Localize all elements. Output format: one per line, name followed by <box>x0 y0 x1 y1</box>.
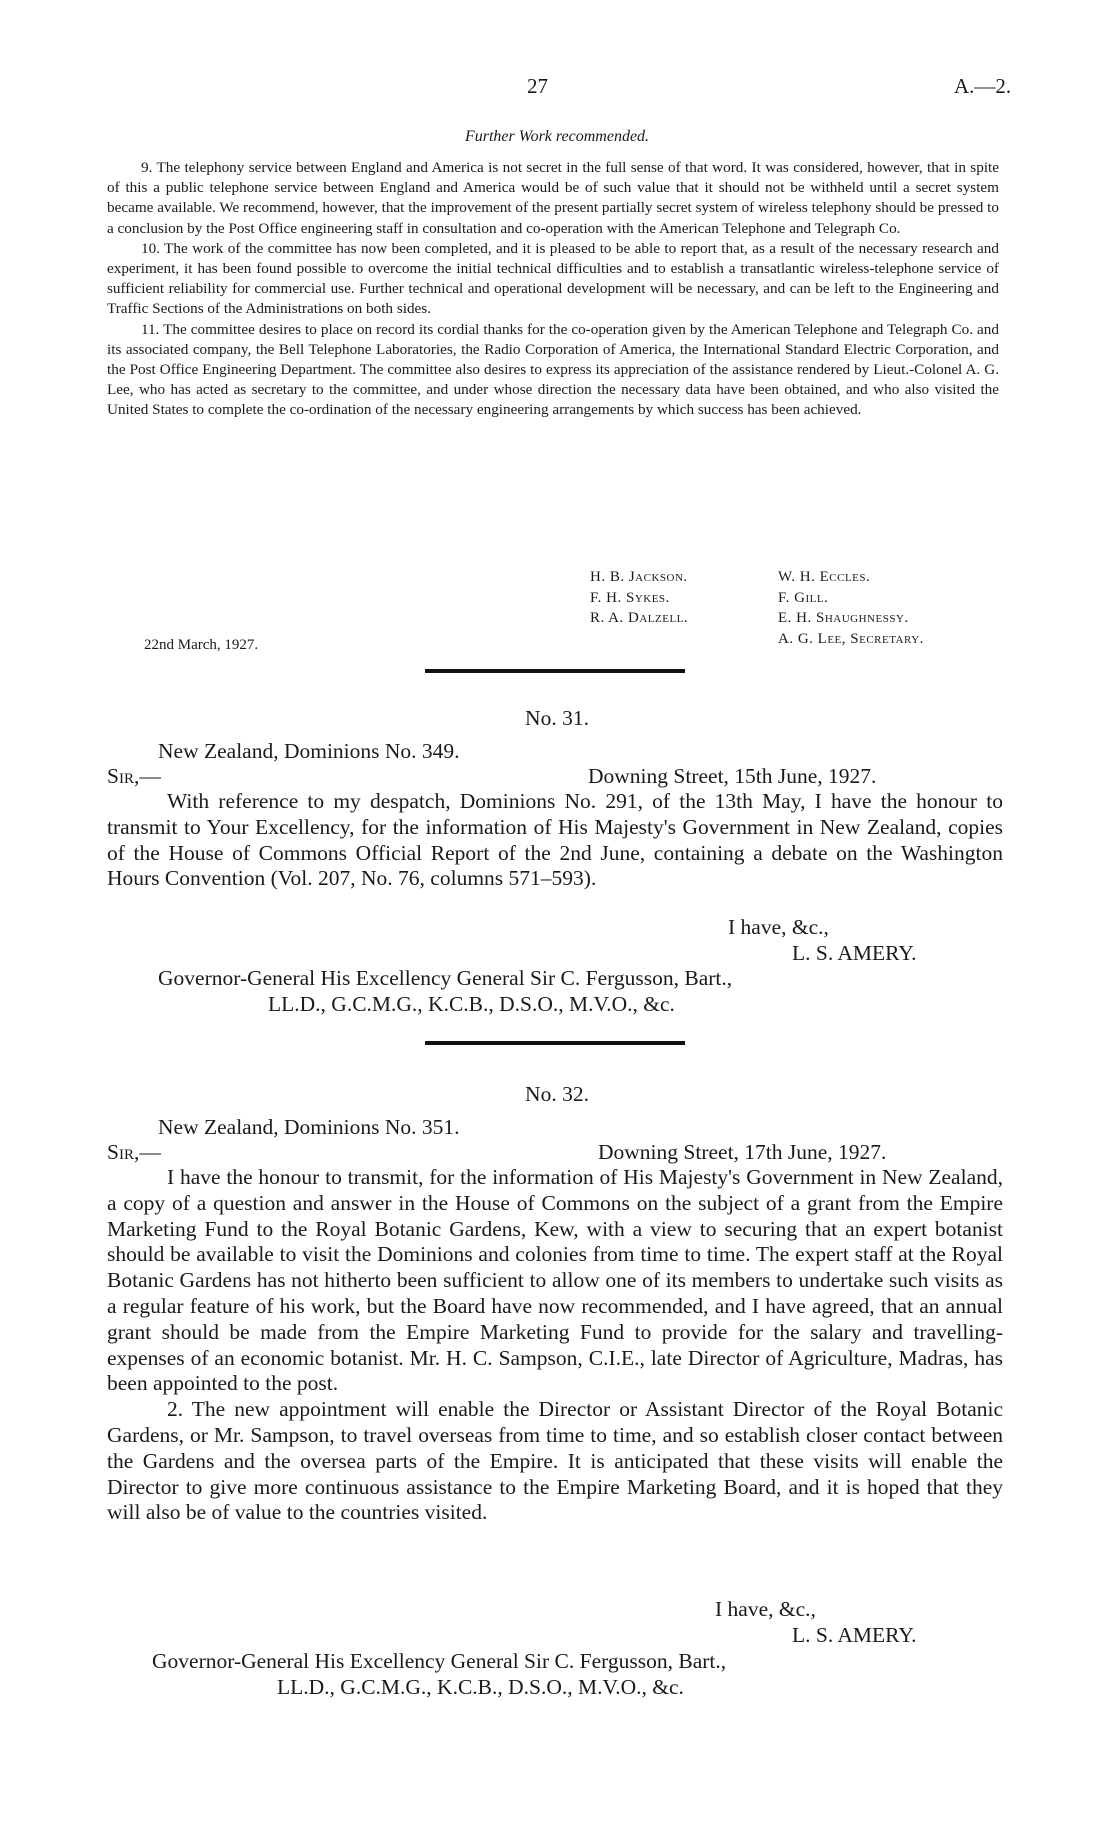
section-divider <box>425 669 685 673</box>
signatory: R. A. Dalzell. <box>590 610 689 626</box>
committee-report-body <box>107 158 999 421</box>
despatch-31-reference: New Zealand, Dominions No. 349. <box>158 739 460 763</box>
signatories-right <box>778 567 924 649</box>
report-date: 22nd March, 1927. <box>144 637 259 653</box>
paragraph-10: 10. The work of the committee has now been completed, and it is pleased to be able to report that, as a result of the necessary research and experiment, it has been found possible to overcome the initial technical difficulties and to establish a transatlantic wireless-telephone service of sufficient reliability for commercial use. Further technical and operational development will be necessary, and can be left to the Engineering and Traffic Sections of the Administrations on both sides. <box>107 239 999 318</box>
signatory: E. H. Shaughnessy. <box>778 610 909 626</box>
despatch-31-salutation: Sir,— <box>107 764 161 788</box>
despatch-31-closing: I have, &c., <box>728 915 829 939</box>
paragraph-9: 9. The telephony service between England and America is not secret in the full sense of that word. It was considered, however, that in spite of this a public telephone service between England and America would be of such value that it should not be withheld until a secret system became available. We recommend, however, that the improvement of the present partially secret system of wireless telephony should be pressed to a conclusion by the Post Office engineering staff in consultation and co-operation with the American Telephone and Telegraph Co. <box>107 159 999 237</box>
document-reference: A.—2. <box>954 74 1012 98</box>
despatch-32-addressee-titles: LL.D., G.C.M.G., K.C.B., D.S.O., M.V.O., &c. <box>277 1675 684 1699</box>
despatch-32-place-date: Downing Street, 17th June, 1927. <box>598 1140 887 1164</box>
signatory: F. H. Sykes. <box>590 589 670 606</box>
despatch-number-31: No. 31. <box>525 706 589 730</box>
signatories-left <box>590 567 688 629</box>
despatch-31-signature: L. S. AMERY. <box>792 941 917 965</box>
paragraph-11: 11. The committee desires to place on record its cordial thanks for the co-operation given by the American Telephone and Telegraph Co. and its associated company, the Bell Telephone Laboratories, the Radio Corporation of America, the International Standard Electric Corporation, and the Post Office Engineering Department. The committee also desires to express its appreciation of the assistance rendered by Lieut.-Colonel A. G. Lee, who has acted as secretary to the committee, and under whose direction the necessary data have been obtained, and who also visited the United States to complete the co-ordination of the necessary engineering arrangements by which success has been achieved. <box>107 320 999 419</box>
despatch-31-paragraph: With reference to my despatch, Dominions No. 291, of the 13th May, I have the honour to transmit to Your Excellency, for the information of His Majesty's Government in New Zealand, copies of the House of Commons Official Report of the 2nd June, containing a debate on the Washington Hours Convention (Vol. 207, No. 76, columns 571–593). <box>107 789 1003 891</box>
despatch-32-salutation: Sir,— <box>107 1140 161 1164</box>
signatory: A. G. Lee, Secretary. <box>778 630 924 647</box>
despatch-number-32: No. 32. <box>525 1082 589 1106</box>
despatch-32-signature: L. S. AMERY. <box>792 1623 917 1647</box>
signatory: W. H. Eccles. <box>778 569 871 585</box>
despatch-31-addressee: Governor-General His Excellency General Sir C. Fergusson, Bart., <box>158 966 733 990</box>
despatch-32-closing: I have, &c., <box>715 1597 816 1621</box>
despatch-31-addressee-titles: LL.D., G.C.M.G., K.C.B., D.S.O., M.V.O., &c. <box>268 992 675 1016</box>
signatory: H. B. Jackson. <box>590 569 688 585</box>
despatch-32-addressee: Governor-General His Excellency General Sir C. Fergusson, Bart., <box>152 1649 727 1673</box>
despatch-31-body <box>107 789 1003 892</box>
despatch-32-paragraph-1: I have the honour to transmit, for the information of His Majesty's Government in New Zealand, a copy of a question and answer in the House of Commons on the subject of a grant from the Empire Marketing Fund to the Royal Botanic Gardens, Kew, with a view to securing that an expert botanist should be available to visit the Dominions and colonies from time to time. The expert staff at the Royal Botanic Gardens has not hitherto been sufficient to allow one of its members to undertake such visits as a regular feature of his work, but the Board have now recommended, and I have agreed, that an annual grant should be made from the Empire Marketing Fund to provide for the salary and travelling-expenses of an economic botanist. Mr. H. C. Sampson, C.I.E., late Director of Agriculture, Madras, has been appointed to the post. <box>107 1165 1003 1396</box>
signatory: F. Gill. <box>778 589 829 606</box>
despatch-32-reference: New Zealand, Dominions No. 351. <box>158 1115 460 1139</box>
despatch-31-place-date: Downing Street, 15th June, 1927. <box>588 764 877 788</box>
despatch-32-body <box>107 1165 1003 1526</box>
section-divider <box>425 1041 685 1045</box>
despatch-32-paragraph-2: 2. The new appointment will enable the Director or Assistant Director of the Royal Botanic Gardens, or Mr. Sampson, to travel overseas from time to time, and so establish closer contact between the Gardens and the oversea parts of the Empire. It is anticipated that these visits will enable the Director to give more continuous assistance to the Empire Marketing Board, and it is hoped that they will also be of value to the countries visited. <box>107 1397 1003 1525</box>
page-number: 27 <box>527 74 548 98</box>
section-heading: Further Work recommended. <box>464 128 650 145</box>
